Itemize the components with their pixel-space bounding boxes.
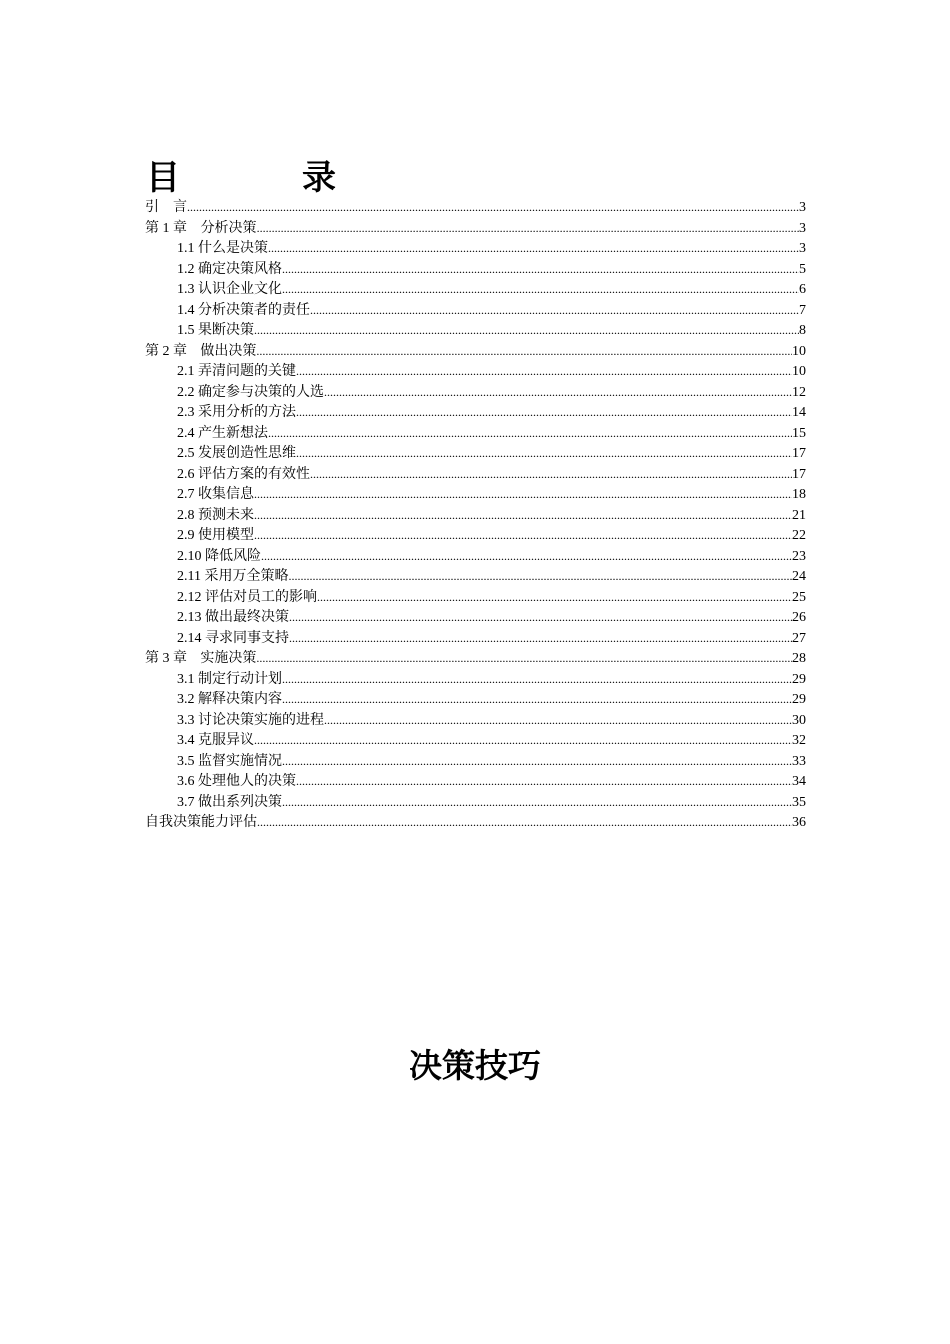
toc-entry-label: 2.8 预测未来 [177, 507, 254, 523]
toc-entry[interactable] [145, 587, 806, 608]
toc-entry-label: 3.7 做出系列决策 [177, 794, 282, 810]
toc-entry[interactable] [145, 710, 806, 731]
toc-dot-leader [257, 218, 799, 240]
toc-dot-leader [254, 505, 792, 527]
toc-entry[interactable] [145, 566, 806, 587]
toc-dot-leader [282, 792, 792, 814]
toc-entry-label: 第 1 章 [145, 220, 187, 236]
toc-dot-leader [261, 546, 792, 568]
toc-entry-label: 2.12 评估对员工的影响 [177, 589, 317, 605]
toc-entry-page-number: 29 [792, 692, 806, 707]
toc-dot-leader [256, 648, 792, 670]
toc-entry-page-number: 27 [792, 630, 806, 646]
toc-entry[interactable] [145, 464, 806, 485]
toc-entry[interactable] [145, 341, 806, 362]
toc-entry-label: 1.3 认识企业文化 [177, 282, 282, 297]
toc-dot-leader [324, 710, 792, 732]
toc-entry-page-number: 22 [792, 528, 806, 543]
toc-entry-label: 2.6 评估方案的有效性 [177, 466, 310, 482]
toc-dot-leader [310, 464, 792, 486]
toc-entry[interactable] [145, 197, 806, 218]
toc-entry-label: 第 2 章 [145, 343, 187, 359]
toc-entry[interactable] [145, 279, 806, 300]
toc-dot-leader [282, 669, 792, 691]
toc-entry-page-number: 23 [792, 548, 806, 564]
toc-entry-page-number: 26 [792, 610, 806, 625]
toc-entry-page-number: 33 [792, 753, 806, 769]
toc-entry-page-number: 12 [792, 384, 806, 400]
toc-entry-page-number: 17 [792, 446, 806, 461]
toc-heading-char-1: 目 [146, 158, 180, 198]
toc-entry[interactable] [145, 320, 806, 341]
toc-dot-leader [289, 607, 792, 629]
toc-entry-page-number: 17 [792, 466, 806, 482]
toc-entry-page-number: 18 [792, 487, 806, 502]
toc-entry-label: 1.2 确定决策风格 [177, 261, 282, 277]
toc-heading [146, 156, 406, 200]
toc-entry[interactable] [145, 525, 806, 546]
toc-entry[interactable] [145, 812, 806, 833]
toc-dot-leader [282, 751, 792, 773]
toc-entry[interactable] [145, 382, 806, 403]
toc-dot-leader [289, 628, 792, 650]
toc-entry[interactable] [145, 607, 806, 628]
toc-entry-page-number: 3 [799, 200, 806, 215]
toc-entry[interactable] [145, 792, 806, 813]
toc-entry[interactable] [145, 361, 806, 382]
toc-entry-page-number: 34 [792, 774, 806, 789]
toc-entry-title: 做出决策 [200, 343, 257, 359]
toc-entry-label: 3.1 制定行动计划 [177, 671, 282, 687]
toc-dot-leader [282, 259, 799, 281]
toc-entry-label: 2.10 降低风险 [177, 548, 261, 564]
toc-dot-leader [288, 566, 792, 588]
toc-entry-label: 2.7 收集信息 [177, 487, 254, 502]
toc-entry-page-number: 15 [792, 425, 806, 441]
toc-entry[interactable] [145, 669, 806, 690]
toc-dot-leader [187, 197, 799, 219]
toc-entry-page-number: 29 [792, 671, 806, 687]
toc-entry-label: 2.1 弄清问题的关键 [177, 364, 296, 379]
toc-dot-leader [254, 484, 792, 506]
toc-entry-page-number: 6 [799, 282, 806, 297]
toc-entry-label: 1.5 果断决策 [177, 323, 254, 338]
toc-entry-label: 2.9 使用模型 [177, 528, 254, 543]
toc-dot-leader [254, 525, 792, 547]
toc-dot-leader [268, 423, 792, 445]
toc-entry[interactable] [145, 648, 806, 669]
toc-entry-label: 2.4 产生新想法 [177, 425, 268, 441]
toc-entry[interactable] [145, 505, 806, 526]
toc-entry-page-number: 36 [792, 815, 806, 830]
toc-dot-leader [310, 300, 799, 322]
table-of-contents [145, 197, 806, 833]
toc-entry-page-number: 7 [799, 302, 806, 318]
toc-entry-page-number: 24 [792, 569, 806, 584]
toc-heading-char-2: 录 [302, 158, 336, 198]
toc-entry-page-number: 3 [799, 220, 806, 236]
toc-dot-leader [296, 443, 792, 465]
toc-dot-leader [282, 279, 799, 301]
toc-entry-page-number: 5 [799, 261, 806, 277]
toc-dot-leader [324, 382, 792, 404]
toc-entry[interactable] [145, 546, 806, 567]
toc-dot-leader [257, 812, 792, 834]
toc-entry-label: 3.5 监督实施情况 [177, 753, 282, 769]
toc-entry[interactable] [145, 751, 806, 772]
toc-entry[interactable] [145, 484, 806, 505]
toc-entry-label: 3.6 处理他人的决策 [177, 774, 296, 789]
toc-entry[interactable] [145, 628, 806, 649]
toc-entry-label: 1.1 什么是决策 [177, 241, 268, 256]
toc-dot-leader [268, 238, 799, 260]
toc-entry-page-number: 14 [792, 405, 806, 420]
toc-entry-label: 3.3 讨论决策实施的进程 [177, 712, 324, 728]
toc-entry-page-number: 3 [799, 241, 806, 256]
toc-entry[interactable] [145, 238, 806, 259]
toc-entry-page-number: 10 [792, 364, 806, 379]
toc-dot-leader [317, 587, 792, 609]
toc-entry[interactable] [145, 730, 806, 751]
toc-entry-title: 实施决策 [200, 651, 257, 666]
toc-entry-page-number: 10 [792, 343, 806, 359]
toc-entry-title: 分析决策 [200, 220, 257, 236]
toc-entry-page-number: 35 [792, 794, 806, 810]
toc-dot-leader [282, 689, 792, 711]
toc-dot-leader [296, 771, 792, 793]
toc-entry[interactable] [145, 423, 806, 444]
toc-entry-page-number: 28 [792, 651, 806, 666]
toc-entry-label: 1.4 分析决策者的责任 [177, 302, 310, 318]
toc-dot-leader [296, 361, 792, 383]
toc-entry-label: 2.14 寻求同事支持 [177, 630, 289, 646]
toc-entry-label: 3.4 克服异议 [177, 733, 254, 748]
toc-entry-label: 2.11 采用万全策略 [177, 569, 289, 584]
toc-entry[interactable] [145, 300, 806, 321]
toc-entry[interactable] [145, 259, 806, 280]
toc-entry-page-number: 21 [792, 507, 806, 523]
toc-entry-page-number: 32 [792, 733, 806, 748]
toc-entry-page-number: 25 [792, 589, 806, 605]
toc-dot-leader [254, 320, 799, 342]
toc-entry-label: 2.13 做出最终决策 [177, 610, 289, 625]
toc-entry-page-number: 8 [799, 323, 806, 338]
toc-entry-label: 引 言 [145, 200, 187, 215]
toc-entry-label: 2.2 确定参与决策的人选 [177, 384, 324, 400]
toc-entry[interactable] [145, 402, 806, 423]
toc-entry-label: 2.5 发展创造性思维 [177, 446, 296, 461]
toc-entry-label: 2.3 采用分析的方法 [177, 405, 296, 420]
book-title: 决策技巧 [409, 1046, 541, 1085]
toc-dot-leader [256, 341, 792, 363]
toc-dot-leader [296, 402, 792, 424]
toc-entry[interactable] [145, 218, 806, 239]
toc-entry[interactable] [145, 771, 806, 792]
toc-entry-label: 自我决策能力评估 [145, 815, 257, 830]
toc-entry[interactable] [145, 689, 806, 710]
toc-entry-label: 3.2 解释决策内容 [177, 692, 282, 707]
toc-dot-leader [254, 730, 792, 752]
toc-entry-page-number: 30 [792, 712, 806, 728]
toc-entry[interactable] [145, 443, 806, 464]
toc-entry-label: 第 3 章 [145, 651, 187, 666]
